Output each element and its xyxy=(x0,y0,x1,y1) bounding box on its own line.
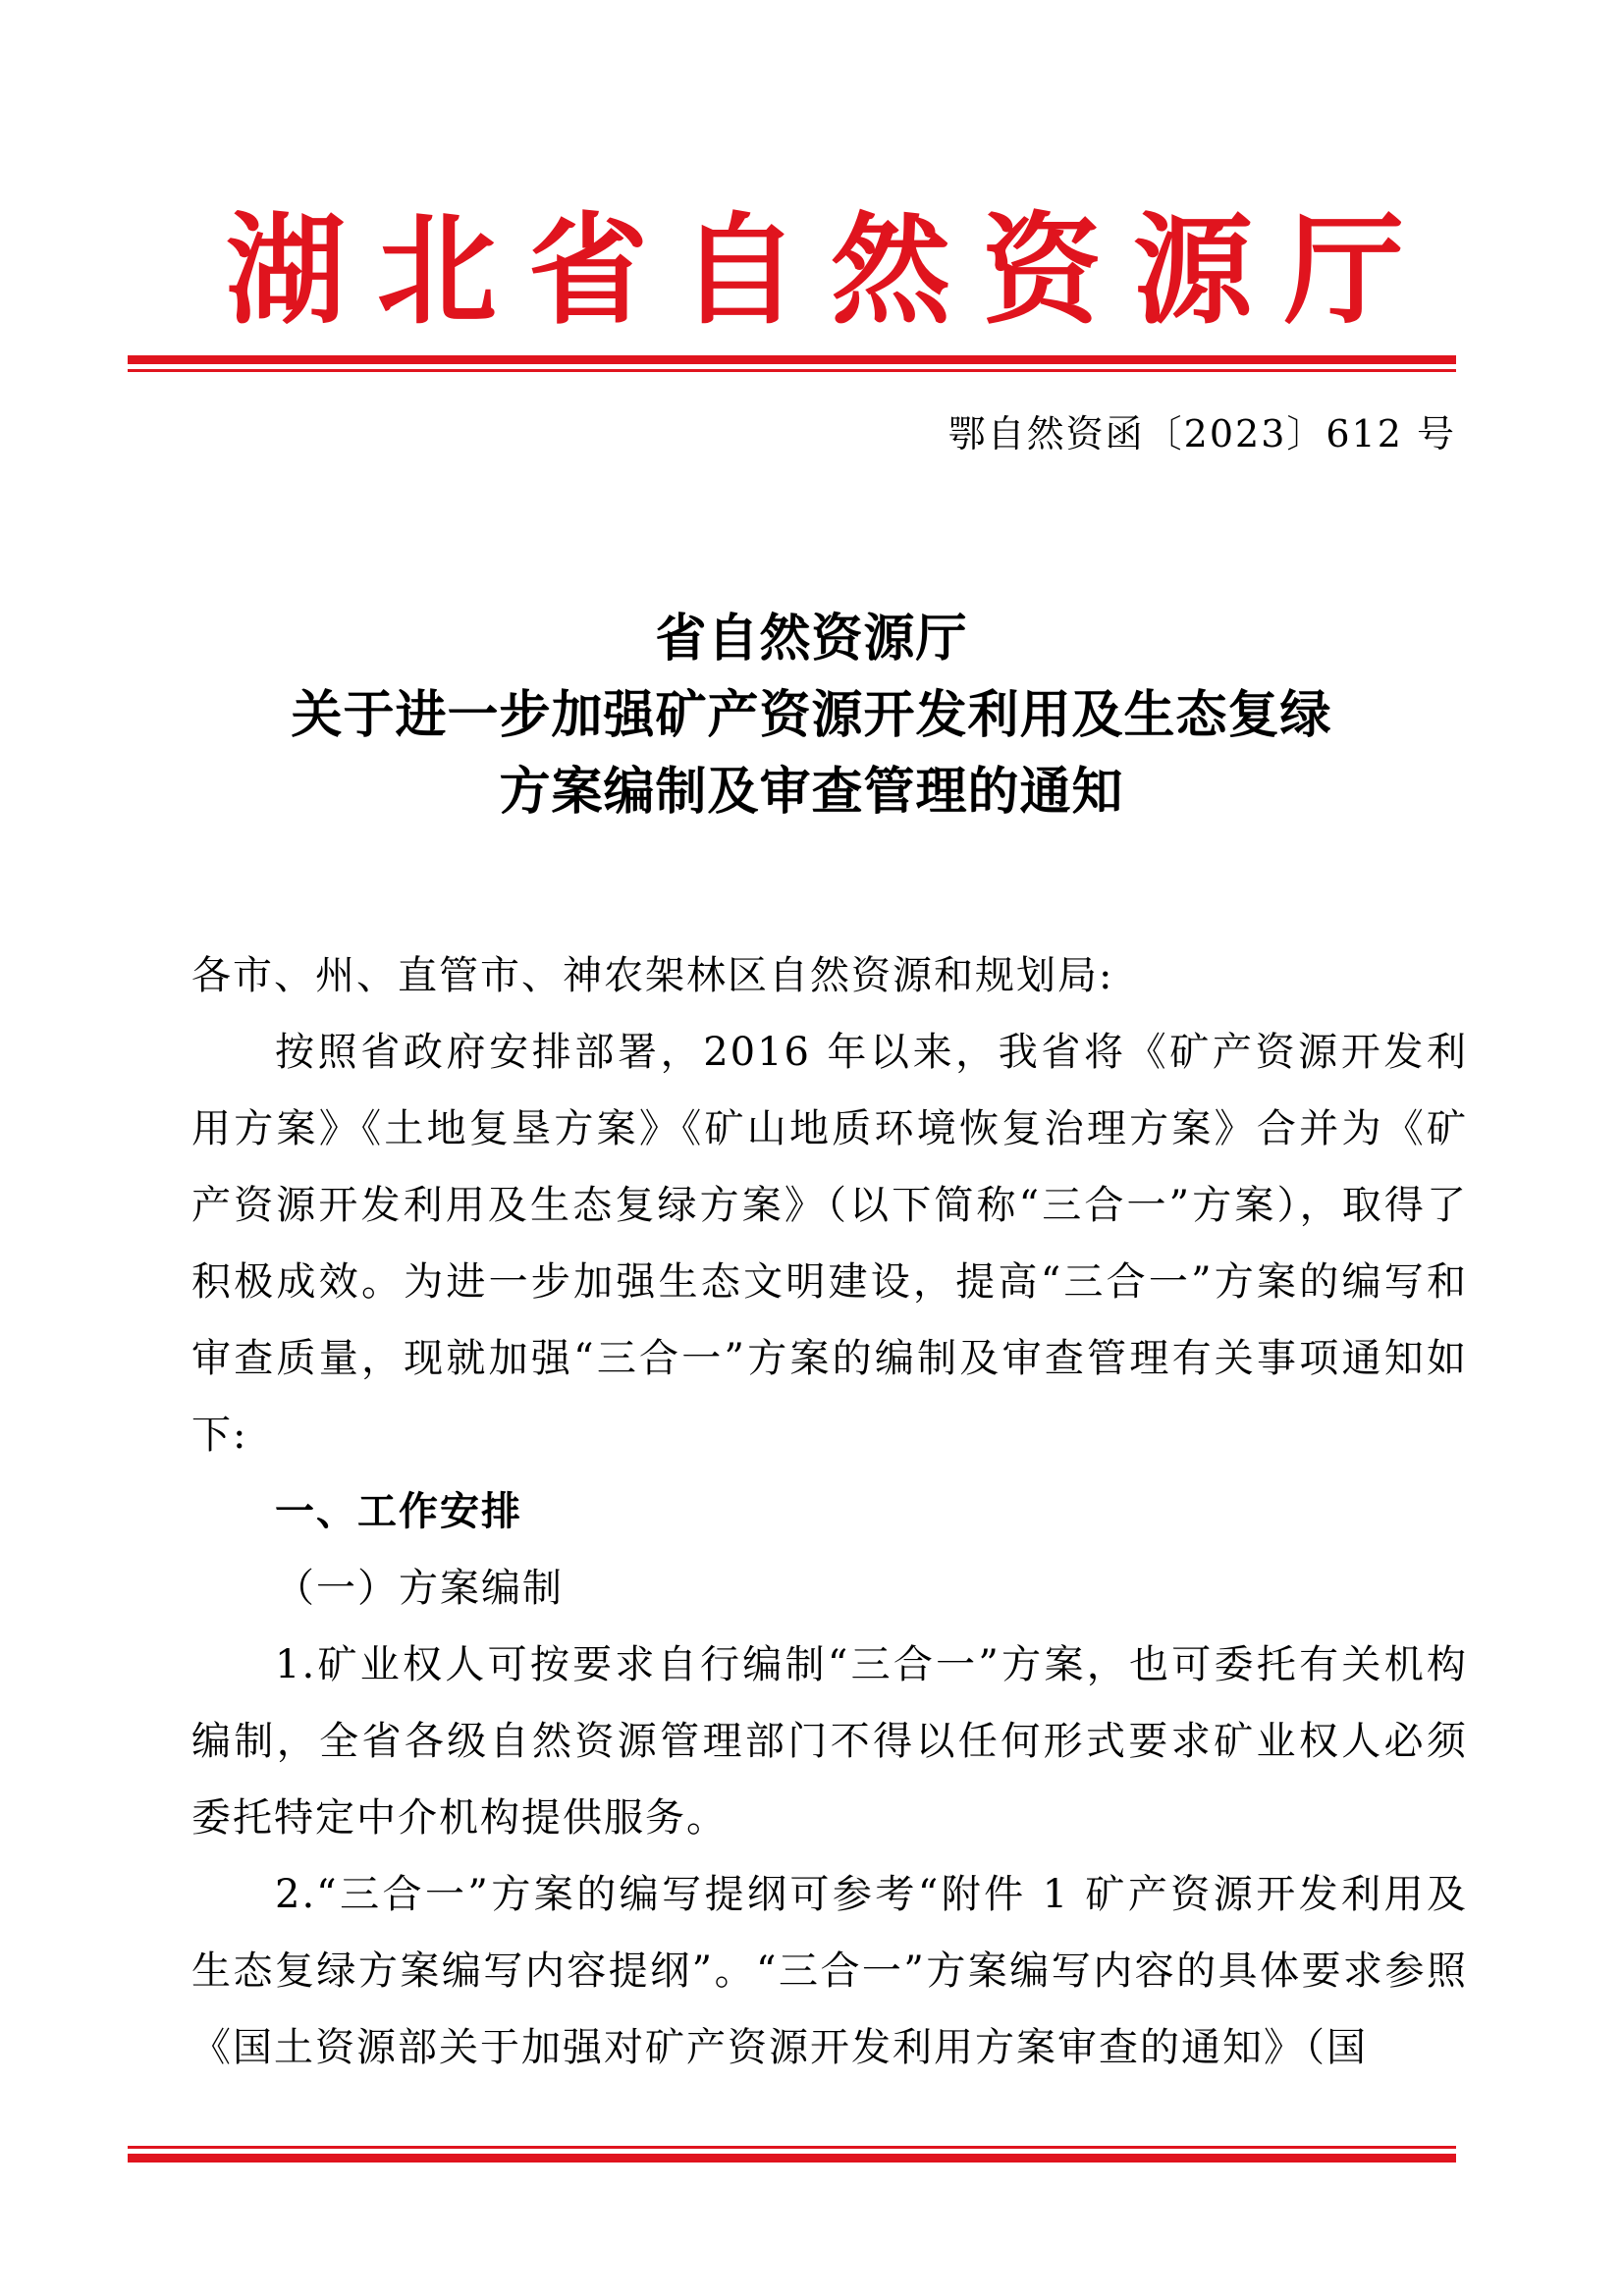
subsection-heading: （一）方案编制 xyxy=(275,1566,564,1611)
agency-char: 北 xyxy=(377,199,497,341)
title-line: 方案编制及审查管理的通知 xyxy=(499,762,1124,822)
salutation: 各市、州、直管市、神农架林区自然资源和规划局: xyxy=(191,953,1114,998)
footer-red-rule xyxy=(128,2146,1456,2165)
agency-char: 厅 xyxy=(1284,199,1404,341)
footer-red-rule-thick xyxy=(128,2154,1456,2163)
header-red-rule-thin xyxy=(128,369,1456,372)
agency-char: 资 xyxy=(982,199,1102,341)
agency-char: 然 xyxy=(831,199,950,341)
header-red-rule-thick xyxy=(128,355,1456,364)
section-heading: 一、工作安排 xyxy=(275,1489,522,1534)
title-line: 省自然资源厅 xyxy=(655,609,968,668)
agency-char: 省 xyxy=(528,199,648,341)
document-title xyxy=(147,601,1476,830)
document-number: 鄂自然资函〔2023〕612 号 xyxy=(947,412,1456,455)
issuing-agency-header xyxy=(226,196,1404,344)
footer-red-rule-thin xyxy=(128,2146,1456,2149)
intro-paragraph: 按照省政府安排部署，2016 年以来，我省将《矿产资源开发利用方案》《土地复垦方案》《矿山地质环境恢复治理方案》合并为《矿产资源开发利用及生态复绿方案》（以下简称“三合一”方案），取得了积极成效。为进一步加强生态文明建设，提高“三合一”方案的编写和审查质量，现就加强“三合一”方案的编制及审查管理有关事项通知如下: xyxy=(191,1030,1468,1458)
title-line: 关于进一步加强矿产资源开发利用及生态复绿 xyxy=(291,685,1332,745)
document-body xyxy=(191,937,1468,2086)
paragraph-item-2: 2.“三合一”方案的编写提纲可参考“附件 1 矿产资源开发利用及生态复绿方案编写内容提纲”。“三合一”方案编写内容的具体要求参照《国土资源部关于加强对矿产资源开发利用方案审查的通知》（国 xyxy=(191,1872,1468,2070)
header-red-rule xyxy=(128,355,1456,375)
agency-char: 自 xyxy=(679,199,799,341)
agency-char: 源 xyxy=(1133,199,1253,341)
paragraph-item-1: 1.矿业权人可按要求自行编制“三合一”方案，也可委托有关机构编制，全省各级自然资源管理部门不得以任何形式要求矿业权人必须委托特定中介机构提供服务。 xyxy=(191,1642,1468,1841)
agency-char: 湖 xyxy=(226,199,346,341)
